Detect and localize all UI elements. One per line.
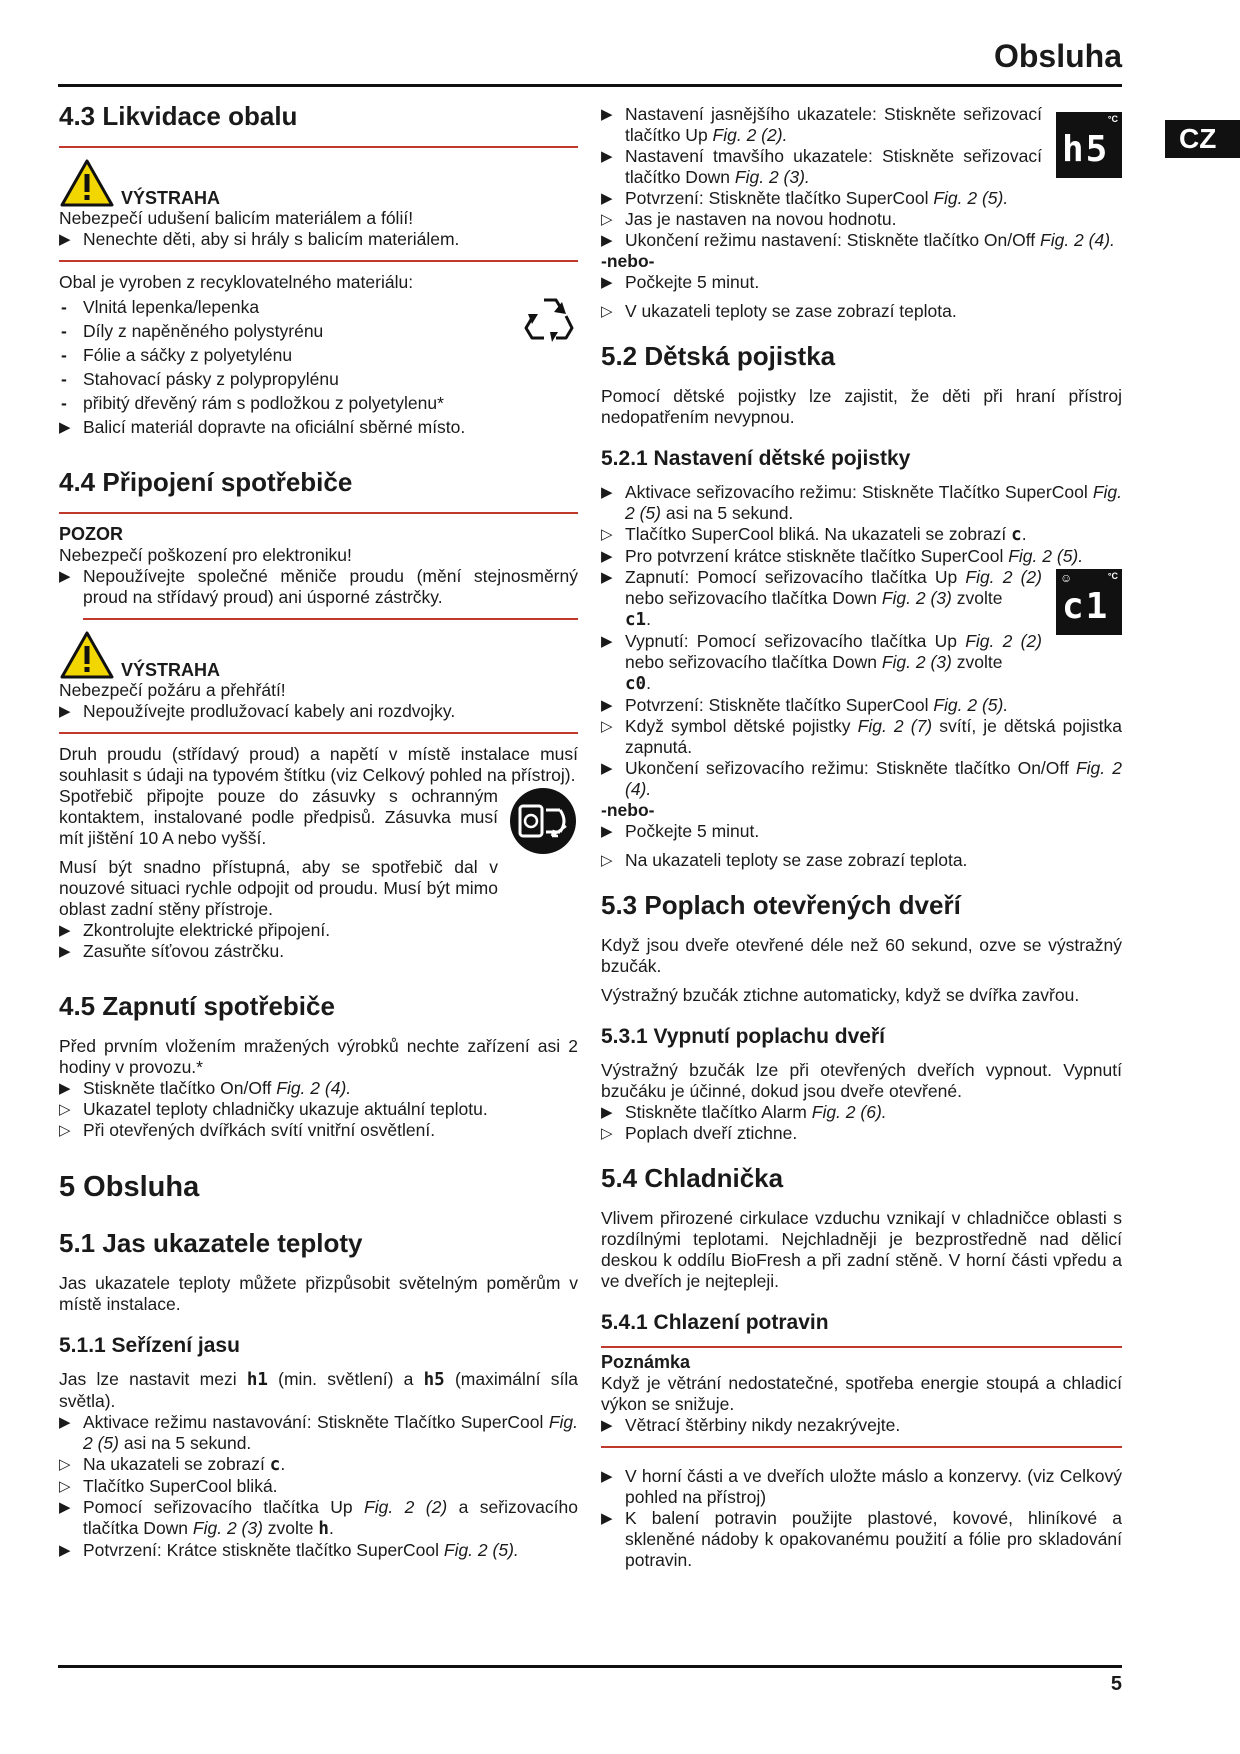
child-lock-smiley-icon: ☺ <box>1060 571 1073 585</box>
red-rule <box>59 732 578 734</box>
power-paragraph: Druh proudu (střídavý proud) a napětí v místě instalace musí souhlasit s údaji na typovém štítku (viz Celkový pohled na přístroj). <box>59 744 578 785</box>
door-alarm-off-paragraph: Výstražný bzučák lze při otevřených dveřích vypnout. Vypnutí bzučáku je účinné, dokud jsou dveře otevřené. <box>601 1060 1122 1101</box>
brightness-action: ▶ Nastavení jasnějšího ukazatele: Stiskněte seřizovací tlačítko Up Fig. 2 (2). <box>601 104 1042 146</box>
child-lock-action: ▶ Ukončení seřizovacího režimu: Stiskněte tlačítko On/Off Fig. 2 (4). <box>601 758 1122 800</box>
warning-text: Nebezpečí udušení balicím materiálem a fólií! <box>59 208 414 228</box>
red-rule <box>59 260 578 262</box>
child-lock-paragraph: Pomocí dětské pojistky lze zajistit, že děti při hraní přístroj nedopatřením nevypnou. <box>601 386 1122 427</box>
warning-label: VÝSTRAHA <box>121 660 221 680</box>
left-column <box>59 100 578 1561</box>
brightness-action: ▶ Potvrzení: Krátce stiskněte tlačítko SuperCool Fig. 2 (5). <box>59 1540 578 1561</box>
child-lock-action: ▶ Vypnutí: Pomocí seřizovacího tlačítka Up Fig. 2 (2) nebo seřizovacího tlačítka Down Fig. 2 (3) zvolte c0. <box>601 631 1042 695</box>
brightness-result: ▷ Tlačítko SuperCool bliká. <box>59 1476 578 1497</box>
section-5-3-title: 5.3 Poplach otevřených dveří <box>601 890 961 920</box>
child-lock-result: ▷ Když symbol dětské pojistky Fig. 2 (7) svítí, je dětská pojistka zapnutá. <box>601 716 1122 758</box>
warning-text: Nebezpečí požáru a přehřátí! <box>59 680 286 700</box>
warning-action: ▶ Nepoužívejte prodlužovací kabely ani rozdvojky. <box>59 701 578 722</box>
child-lock-result: ▷ Tlačítko SuperCool bliká. Na ukazateli se zobrazí c. <box>601 524 1122 546</box>
socket-paragraph: Spotřebič připojte pouze do zásuvky s ochranným kontaktem, instalované podle předpisů. Zásuvka musí mít jištění 10 A nebo vyšší. <box>59 786 498 848</box>
brightness-action: ▶ Ukončení režimu nastavení: Stiskněte tlačítko On/Off Fig. 2 (4). <box>601 230 1122 251</box>
recycle-intro: Obal je vyroben z recyklovatelného materiálu: <box>59 272 414 292</box>
section-4-5-title: 4.5 Zapnutí spotřebiče <box>59 991 335 1021</box>
or-separator: -nebo- <box>601 251 655 271</box>
or-separator: -nebo- <box>601 800 655 820</box>
warning-triangle-icon <box>59 630 115 680</box>
display-c1-icon: ☺ °C c1 <box>1056 569 1122 635</box>
brightness-action: ▶ Nastavení tmavšího ukazatele: Stiskněte seřizovací tlačítko Down Fig. 2 (3). <box>601 146 1042 188</box>
connection-action: ▶ Zasuňte síťovou zástrčku. <box>59 941 578 962</box>
page-header-title: Obsluha <box>993 38 1122 74</box>
caution-text: Nebezpečí poškození pro elektroniku! <box>59 545 352 565</box>
recycle-item: - Vlnitá lepenka/lepenka <box>59 297 578 318</box>
plug-socket-icon <box>508 786 578 856</box>
section-5-3-1-title: 5.3.1 Vypnutí poplachu dveří <box>601 1025 885 1048</box>
display-h5-icon: °C h5 <box>1056 112 1122 178</box>
door-alarm-result: ▷ Poplach dveří ztichne. <box>601 1123 1122 1144</box>
red-rule <box>83 618 578 620</box>
recycle-item: - Fólie a sáčky z polyetylénu <box>59 345 578 366</box>
red-rule <box>601 1446 1122 1448</box>
warning-header <box>59 158 578 208</box>
brightness-action: ▶ Počkejte 5 minut. <box>601 272 1122 293</box>
section-4-4-title: 4.4 Připojení spotřebiče <box>59 467 353 497</box>
brightness-action: ▶ Pomocí seřizovacího tlačítka Up Fig. 2 (2) a seřizovacího tlačítka Down Fig. 2 (3) zvolte h. <box>59 1497 578 1540</box>
child-lock-action: ▶ Počkejte 5 minut. <box>601 821 1122 842</box>
brightness-result: ▷ Jas je nastaven na novou hodnotu. <box>601 209 1122 230</box>
footer-rule <box>58 1665 1122 1668</box>
section-5-4-1-title: 5.4.1 Chlazení potravin <box>601 1311 829 1334</box>
switch-on-result: ▷ Ukazatel teploty chladničky ukazuje aktuální teplotu. <box>59 1099 578 1120</box>
child-lock-action: ▶ Zapnutí: Pomocí seřizovacího tlačítka Up Fig. 2 (2) nebo seřizovacího tlačítka Down Fig. 2 (3) zvolte c1. <box>601 567 1042 631</box>
section-5-1-1-title: 5.1.1 Seřízení jasu <box>59 1334 240 1357</box>
warning-header <box>59 630 578 680</box>
caution-label: POZOR <box>59 524 124 544</box>
caution-action: ▶ Nepoužívejte společné měniče proudu (mění stejnosměrný proud na střídavý proud) ani úsporné zástrčky. <box>59 566 578 608</box>
note-action: ▶ Větrací štěrbiny nikdy nezakrývejte. <box>601 1415 1122 1436</box>
section-5-2-1-title: 5.2.1 Nastavení dětské pojistky <box>601 447 911 470</box>
warning-triangle-icon <box>59 158 115 208</box>
connection-action: ▶ Zkontrolujte elektrické připojení. <box>59 920 578 941</box>
page-number: 5 <box>1110 1673 1122 1695</box>
brightness-range-paragraph: Jas lze nastavit mezi h1 (min. světlení) a h5 (maximální síla světla). <box>59 1369 579 1411</box>
recycle-action: ▶ Balicí materiál dopravte na oficiální sběrné místo. <box>59 417 578 438</box>
food-storage-action: ▶ K balení potravin použijte plastové, kovové, hliníkové a skleněné nádoby k opakovanému použití a fólie pro skladování potravin. <box>601 1508 1122 1571</box>
child-lock-action: ▶ Pro potvrzení krátce stiskněte tlačítko SuperCool Fig. 2 (5). <box>601 546 1122 567</box>
red-rule <box>601 1346 1122 1348</box>
food-storage-action: ▶ V horní části a ve dveřích uložte máslo a konzervy. (viz Celkový pohled na přístroj) <box>601 1466 1122 1508</box>
red-rule <box>59 512 578 514</box>
section-5-title: 5 Obsluha <box>59 1171 200 1203</box>
door-alarm-action: ▶ Stiskněte tlačítko Alarm Fig. 2 (6). <box>601 1102 1122 1123</box>
child-lock-action: ▶ Potvrzení: Stiskněte tlačítko SuperCool Fig. 2 (5). <box>601 695 1122 716</box>
note-label: Poznámka <box>601 1352 691 1372</box>
door-alarm-paragraph: Výstražný bzučák ztichne automaticky, když se dvířka zavřou. <box>601 985 1080 1005</box>
warning-action: ▶ Nenechte děti, aby si hrály s balicím materiálem. <box>59 229 578 250</box>
brightness-action: ▶ Potvrzení: Stiskněte tlačítko SuperCool Fig. 2 (5). <box>601 188 1122 209</box>
language-tab: CZ <box>1165 120 1240 158</box>
section-5-1-title: 5.1 Jas ukazatele teploty <box>59 1228 363 1258</box>
access-paragraph: Musí být snadno přístupná, aby se spotřebič dal v nouzové situaci rychle odpojit od proudu. Musí být mimo oblast zadní stěny přístroje. <box>59 857 498 919</box>
switch-on-action: ▶ Stiskněte tlačítko On/Off Fig. 2 (4). <box>59 1078 578 1099</box>
header-rule <box>58 84 1122 87</box>
brightness-result: ▷ V ukazateli teploty se zase zobrazí teplota. <box>601 301 1122 322</box>
child-lock-result: ▷ Na ukazateli teploty se zase zobrazí teplota. <box>601 850 1122 871</box>
brightness-result: ▷ Na ukazateli se zobrazí c. <box>59 1454 578 1476</box>
switch-on-result: ▷ Při otevřených dvířkách svítí vnitřní osvětlení. <box>59 1120 578 1141</box>
child-lock-action: ▶ Aktivace seřizovacího režimu: Stiskněte Tlačítko SuperCool Fig. 2 (5) asi na 5 sekund. <box>601 482 1122 524</box>
recycle-item: - Stahovací pásky z polypropylénu <box>59 369 578 390</box>
brightness-action: ▶ Aktivace režimu nastavování: Stiskněte Tlačítko SuperCool Fig. 2 (5) asi na 5 sekund. <box>59 1412 578 1454</box>
red-rule <box>59 146 578 148</box>
brightness-paragraph: Jas ukazatele teploty můžete přizpůsobit světelným poměrům v místě instalace. <box>59 1273 578 1314</box>
section-5-2-title: 5.2 Dětská pojistka <box>601 341 836 371</box>
door-alarm-paragraph: Když jsou dveře otevřené déle než 60 sekund, ozve se výstražný bzučák. <box>601 935 1122 976</box>
section-4-3-title: 4.3 Likvidace obalu <box>59 101 298 131</box>
note-text: Když je větrání nedostatečné, spotřeba energie stoupá a chladicí výkon se snižuje. <box>601 1373 1122 1414</box>
right-column <box>601 104 1122 1571</box>
recycle-item: - Díly z napěněného polystyrénu <box>59 321 578 342</box>
warning-label: VÝSTRAHA <box>121 188 221 208</box>
switch-on-paragraph: Před prvním vložením mražených výrobků nechte zařízení asi 2 hodiny v provozu.* <box>59 1036 578 1077</box>
recycle-item: - přibitý dřevěný rám s podložkou z polyetylenu* <box>59 393 578 414</box>
fridge-paragraph: Vlivem přirozené cirkulace vzduchu vznikají v chladničce oblasti s rozdílnými teplotami. Nejchladněji je bezprostředně nad dělicí deskou k oddílu BioFresh a při zadní stěně. V horní části vpředu a ve dveřích je nejtepleji. <box>601 1208 1122 1291</box>
section-5-4-title: 5.4 Chladnička <box>601 1163 784 1193</box>
